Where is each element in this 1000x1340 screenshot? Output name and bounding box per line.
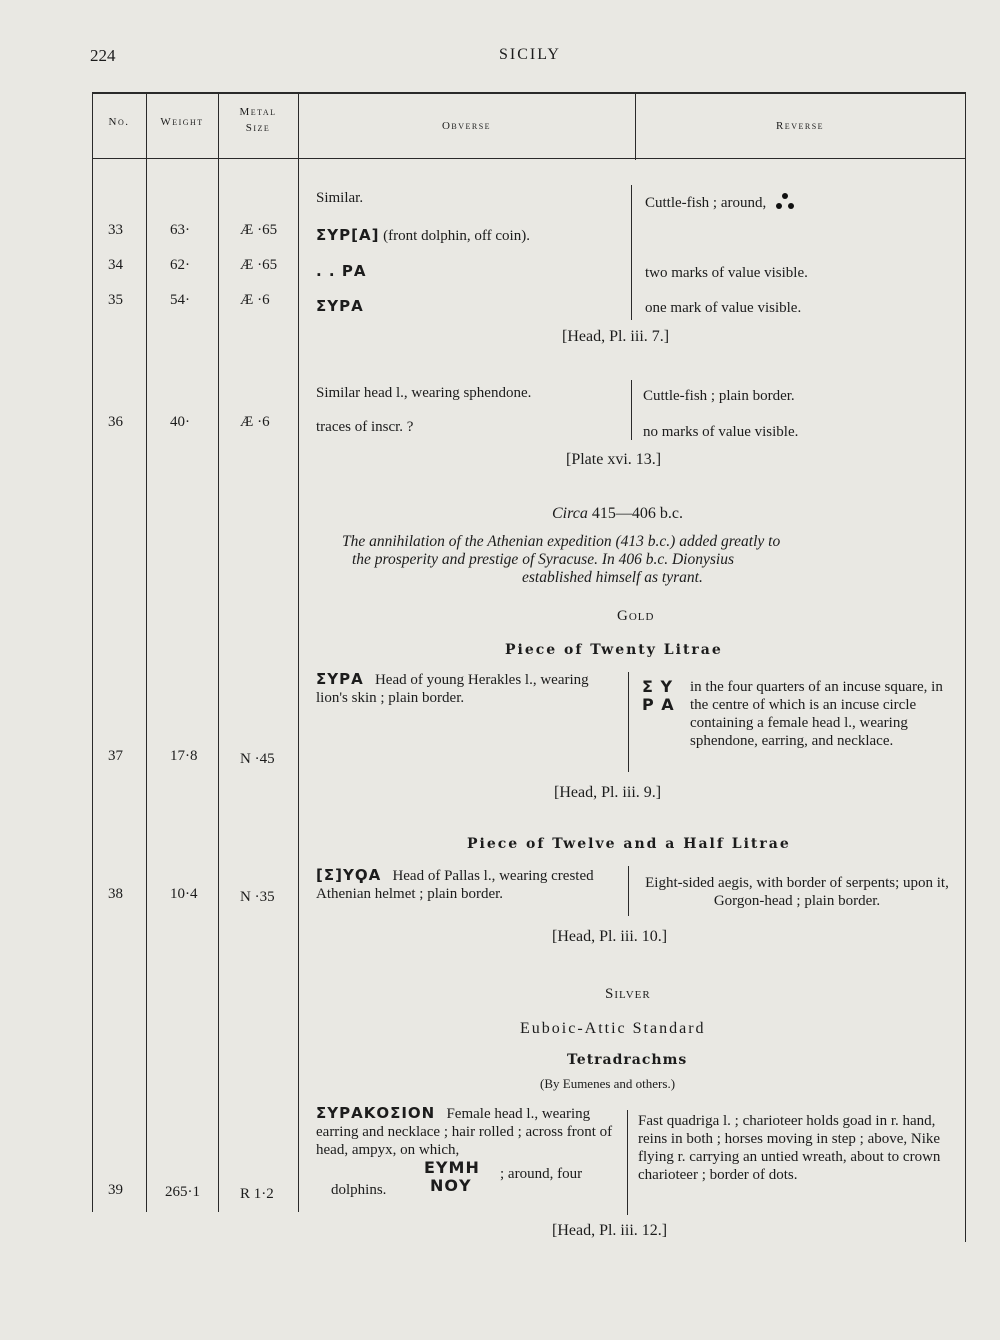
period-date [552,505,683,523]
row-38-legend: [Σ]ΥϘΑ [316,866,382,884]
row-33-obverse-text: (front dolphin, off coin). [383,228,530,244]
row-39-obverse-text: Female head l., wearing earring and necklace ; hair rolled ; across front of head, ampyx, on which, [316,1106,613,1158]
row-36-weight: 40· [170,414,190,430]
col-header-obverse: Obverse [441,120,492,132]
row-36-number: 36 [108,414,123,430]
obverse-similar: Similar. [316,190,364,206]
col-header-metal: Metal [239,106,277,118]
row-37-reverse-letters-bottom: Ρ Α [642,695,675,714]
row-34-weight: 62· [170,257,190,273]
row-38-divider [628,866,629,916]
row-39-legend: ΣΥΡΑΚΟΣΙΟΝ [316,1104,436,1122]
row-38-obverse-text: Head of Pallas l., wearing crested Athenian helmet ; plain border. [316,868,594,902]
table-left-border [92,92,93,1212]
denomination-twelve-half-litrae: Piece of Twelve and a Half Litrae [467,836,791,852]
col-header-no: No. [108,116,130,128]
col-header-size: Size [245,122,271,134]
row-39-metal: R 1·2 [240,1186,274,1202]
silver-heading: Silver [605,986,651,1002]
row-33-obverse [316,226,530,245]
row-36-obverse: traces of inscr. ? [316,419,414,435]
gold-heading: Gold [617,608,655,624]
period-note-line-3: established himself as tyrant. [522,569,703,586]
row-39-obverse-end: ; around, four [500,1166,583,1182]
period-note-line-2: the prosperity and prestige of Syracuse. In 406 b.c. Dionysius [352,551,734,568]
euboic-attic-standard: Euboic-Attic Standard [520,1020,706,1037]
row-34-number: 34 [108,257,123,273]
reference-12: [Head, Pl. iii. 12.] [552,1222,668,1239]
row-33-number: 33 [108,222,123,238]
row-39-reverse: Fast quadriga l. ; charioteer holds goad in r. hand, reins in both ; horses moving in step ; above, Nike flying r. carrying an untied wreath, about to crown charioteer ; border of dots. [638,1113,941,1183]
row-37-obverse-wrap [316,670,621,707]
section-b-divider [631,380,632,440]
engravers-note: (By Eumenes and others.) [540,1076,676,1091]
row-34-reverse: two marks of value visible. [645,265,808,281]
row-39-obverse-last: dolphins. [331,1182,387,1198]
row-38-weight: 10·4 [170,886,198,902]
row-39-signature-bottom: ΝΟΥ [430,1176,472,1195]
reverse-cuttlefish-text: Cuttle-fish ; around, [645,195,767,211]
table-top-rule [92,92,965,94]
page-number: 224 [90,46,116,65]
row-39-obverse [316,1104,621,1159]
row-35-reverse: one mark of value visible. [645,300,802,316]
table-right-border [965,92,966,1242]
col-divider-3 [298,92,299,1212]
col-divider-2 [218,92,219,1212]
row-35-number: 35 [108,292,123,308]
row-37-divider [628,672,629,772]
col-divider-1 [146,92,147,1212]
reference-10: [Head, Pl. iii. 10.] [552,928,668,945]
row-37-legend: ΣΥΡΑ [316,670,364,688]
denomination-tetradrachms: Tetradrachms [567,1052,688,1068]
period-date-prefix: Circa [552,505,588,522]
row-35-metal: Æ ·6 [240,292,270,308]
row-34-legend: . . ΡΑ [316,262,367,280]
row-39-weight: 265·1 [165,1184,200,1200]
row-33-metal: Æ ·65 [240,222,278,238]
row-33-weight: 63· [170,222,190,238]
three-pellets-icon [776,193,794,211]
row-37-weight: 17·8 [170,748,198,764]
row-33-legend: ΣΥΡ[Α] [316,226,380,244]
row-39-number: 39 [108,1182,123,1198]
row-39-divider [627,1110,628,1215]
row-37-reverse-letters-top: Σ Υ [642,677,674,696]
row-34-metal: Æ ·65 [240,257,278,273]
row-39-obverse-body [316,1104,621,1159]
row-35-weight: 54· [170,292,190,308]
row-36-reverse-head: Cuttle-fish ; plain border. [643,388,795,404]
header-bottom-rule [92,158,965,159]
reference-plate-16: [Plate xvi. 13.] [566,451,662,468]
col-header-weight: Weight [160,116,204,128]
row-38-number: 38 [108,886,123,902]
row-39-signature-top: ΕΥΜΗ [424,1158,480,1177]
row-36-metal: Æ ·6 [240,414,270,430]
row-38-obverse [316,866,621,903]
row-38-reverse: Eight-sided aegis, with border of serpents; upon it, Gorgon-head ; plain border. [645,875,949,909]
row-37-reverse: in the four quarters of an incuse square, in the centre of which is an incuse circle containing a female head l., wearing sphendone, earring, and necklace. [690,679,943,749]
row-37-number: 37 [108,748,123,764]
denomination-twenty-litrae: Piece of Twenty Litrae [505,642,723,658]
row-37-obverse [316,670,621,707]
row-37-obverse-text: Head of young Herakles l., wearing lion's skin ; plain border. [316,672,589,706]
reverse-cuttlefish [645,193,794,212]
period-date-range: 415—406 b.c. [591,505,683,522]
reference-9: [Head, Pl. iii. 9.] [554,784,662,801]
col-header-reverse: Reverse [775,120,825,132]
row-36-reverse: no marks of value visible. [643,424,799,440]
row-38-metal: N ·35 [240,889,275,905]
section-a-divider [631,185,632,320]
reference-7: [Head, Pl. iii. 7.] [562,328,670,345]
row-35-legend: ΣΥΡΑ [316,297,364,315]
period-note-line-1: The annihilation of the Athenian expedition (413 b.c.) added greatly to [342,533,781,550]
row-36-obverse-head: Similar head l., wearing sphendone. [316,385,532,401]
row-37-metal: N ·45 [240,751,275,767]
running-title: SICILY [499,46,561,63]
